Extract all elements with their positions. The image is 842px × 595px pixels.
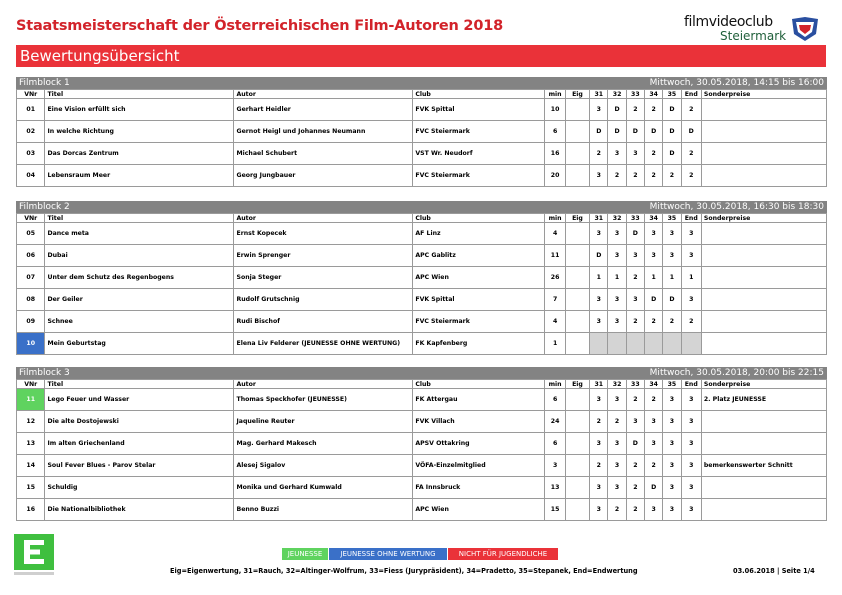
block-time: Mittwoch, 30.05.2018, 20:00 bis 22:15 — [649, 368, 824, 378]
cell-prize — [701, 499, 826, 521]
cell-s34: D — [645, 477, 663, 499]
cell-s35: D — [663, 143, 681, 165]
ratings-table — [16, 379, 827, 521]
table-row — [17, 289, 827, 311]
cell-club: FVK Villach — [413, 411, 545, 433]
cell-vnr: 08 — [17, 289, 45, 311]
column-header: 32 — [608, 214, 626, 223]
cell-min: 10 — [545, 99, 565, 121]
cell-club: APSV Ottakring — [413, 433, 545, 455]
column-header: 31 — [590, 90, 608, 99]
cell-vnr: 01 — [17, 99, 45, 121]
cell-s33: 2 — [626, 499, 644, 521]
cell-eig — [565, 499, 589, 521]
cell-s34: 2 — [645, 165, 663, 187]
cell-author: Jaqueline Reuter — [234, 411, 413, 433]
cell-s31: 3 — [590, 389, 608, 411]
cell-eig — [565, 289, 589, 311]
cell-s33: 2 — [626, 99, 644, 121]
cell-club: FVC Steiermark — [413, 311, 545, 333]
cell-club: AF Linz — [413, 223, 545, 245]
cell-s34: 2 — [645, 389, 663, 411]
cell-s35: D — [663, 99, 681, 121]
cell-s34: 3 — [645, 223, 663, 245]
cell-title: Die alte Dostojewski — [45, 411, 234, 433]
clubs-logo-badge-icon — [790, 16, 820, 42]
table-row — [17, 121, 827, 143]
cell-vnr: 16 — [17, 499, 45, 521]
cell-end: 3 — [681, 411, 701, 433]
cell-s34: 2 — [645, 455, 663, 477]
table-row — [17, 143, 827, 165]
footer-date-page: 03.06.2018 | Seite 1/4 — [733, 567, 815, 575]
cell-s32: 3 — [608, 455, 626, 477]
cell-end: 2 — [681, 143, 701, 165]
column-header: 35 — [663, 380, 681, 389]
column-header: Autor — [234, 380, 413, 389]
block-name: Filmblock 3 — [19, 368, 70, 378]
cell-s35: D — [663, 121, 681, 143]
cell-s32 — [608, 333, 626, 355]
cell-s33: D — [626, 433, 644, 455]
cell-prize: 2. Platz JEUNESSE — [701, 389, 826, 411]
block-header-bar — [16, 367, 827, 379]
cell-vnr: 14 — [17, 455, 45, 477]
cell-end: D — [681, 121, 701, 143]
cell-s34: 3 — [645, 499, 663, 521]
cell-s31: 2 — [590, 411, 608, 433]
cell-vnr: 11 — [17, 389, 45, 411]
block-name: Filmblock 2 — [19, 202, 70, 212]
cell-min: 6 — [545, 433, 565, 455]
table-header-row — [17, 380, 827, 389]
cell-s31: 3 — [590, 433, 608, 455]
cell-end: 3 — [681, 433, 701, 455]
column-header: Club — [413, 380, 545, 389]
cell-min: 24 — [545, 411, 565, 433]
cell-author: Thomas Speckhofer (JEUNESSE) — [234, 389, 413, 411]
cell-title: Die Nationalbibliothek — [45, 499, 234, 521]
column-header: 34 — [645, 90, 663, 99]
cell-title: Lebensraum Meer — [45, 165, 234, 187]
column-header: 33 — [626, 90, 644, 99]
cell-club: FK Attergau — [413, 389, 545, 411]
block-name: Filmblock 1 — [19, 78, 70, 88]
cell-s33: 2 — [626, 477, 644, 499]
column-header: 32 — [608, 90, 626, 99]
column-header: End — [681, 380, 701, 389]
cell-s35: 3 — [663, 389, 681, 411]
cell-vnr: 05 — [17, 223, 45, 245]
table-header-row — [17, 90, 827, 99]
cell-prize — [701, 333, 826, 355]
cell-eig — [565, 477, 589, 499]
column-header: min — [545, 214, 565, 223]
column-header: Club — [413, 214, 545, 223]
cell-s33: 3 — [626, 289, 644, 311]
cell-eig — [565, 411, 589, 433]
cell-eig — [565, 389, 589, 411]
filmblock-1 — [16, 77, 827, 187]
cell-club: FK Kapfenberg — [413, 333, 545, 355]
table-row — [17, 433, 827, 455]
cell-s31: 3 — [590, 289, 608, 311]
cell-s32: 3 — [608, 477, 626, 499]
cell-min: 15 — [545, 499, 565, 521]
cell-end: 3 — [681, 477, 701, 499]
cell-s31: 2 — [590, 143, 608, 165]
cell-author: Monika und Gerhard Kumwald — [234, 477, 413, 499]
cell-s33: 2 — [626, 389, 644, 411]
cell-s32: 1 — [608, 267, 626, 289]
cell-title: In welche Richtung — [45, 121, 234, 143]
cell-eig — [565, 99, 589, 121]
cell-eig — [565, 333, 589, 355]
cell-eig — [565, 165, 589, 187]
block-header-bar — [16, 201, 827, 213]
cell-s31 — [590, 333, 608, 355]
column-header: Titel — [45, 90, 234, 99]
cell-eig — [565, 121, 589, 143]
cell-s35: 3 — [663, 245, 681, 267]
cell-vnr: 15 — [17, 477, 45, 499]
cell-club: VÖFA-Einzelmitglied — [413, 455, 545, 477]
column-header: Titel — [45, 214, 234, 223]
cell-vnr: 04 — [17, 165, 45, 187]
column-header: 33 — [626, 380, 644, 389]
cell-min: 3 — [545, 455, 565, 477]
cell-s32: 3 — [608, 245, 626, 267]
cell-s33: 3 — [626, 245, 644, 267]
page-title: Staatsmeisterschaft der Österreichischen Film-Autoren 2018 — [16, 18, 503, 34]
cell-end: 3 — [681, 223, 701, 245]
cell-prize — [701, 477, 826, 499]
cell-eig — [565, 433, 589, 455]
cell-end: 1 — [681, 267, 701, 289]
cell-club: APC Wien — [413, 267, 545, 289]
cell-s31: 3 — [590, 99, 608, 121]
logo-text-line2: Steiermark — [720, 29, 787, 43]
cell-s35: 3 — [663, 411, 681, 433]
column-header: Sonderpreise — [701, 380, 826, 389]
table-row — [17, 455, 827, 477]
cell-prize — [701, 289, 826, 311]
cell-author: Erwin Sprenger — [234, 245, 413, 267]
column-header: VNr — [17, 90, 45, 99]
cell-s34 — [645, 333, 663, 355]
cell-s35: 3 — [663, 455, 681, 477]
cell-s34: 1 — [645, 267, 663, 289]
cell-s31: 3 — [590, 499, 608, 521]
cell-vnr: 06 — [17, 245, 45, 267]
cell-s31: 3 — [590, 165, 608, 187]
cell-vnr: 09 — [17, 311, 45, 333]
cell-author: Gerhart Heidler — [234, 99, 413, 121]
cell-s33: 3 — [626, 143, 644, 165]
ratings-table — [16, 89, 827, 187]
cell-prize: bemerkenswerter Schnitt — [701, 455, 826, 477]
column-header: Sonderpreise — [701, 90, 826, 99]
cell-eig — [565, 223, 589, 245]
cell-s35: 3 — [663, 433, 681, 455]
cell-s33: D — [626, 223, 644, 245]
table-row — [17, 267, 827, 289]
table-row — [17, 223, 827, 245]
cell-s34: D — [645, 121, 663, 143]
cell-eig — [565, 245, 589, 267]
cell-prize — [701, 223, 826, 245]
cell-vnr: 03 — [17, 143, 45, 165]
cell-author: Michael Schubert — [234, 143, 413, 165]
filmblock-3 — [16, 367, 827, 521]
cell-club: FVC Steiermark — [413, 121, 545, 143]
cell-title: Der Geiler — [45, 289, 234, 311]
cell-s31: D — [590, 121, 608, 143]
cell-s31: D — [590, 245, 608, 267]
table-row — [17, 245, 827, 267]
cell-title: Dubai — [45, 245, 234, 267]
cell-author: Benno Buzzi — [234, 499, 413, 521]
cell-prize — [701, 165, 826, 187]
cell-s33: 2 — [626, 165, 644, 187]
column-header: min — [545, 380, 565, 389]
cell-s35: 2 — [663, 165, 681, 187]
column-header: 32 — [608, 380, 626, 389]
cell-s31: 3 — [590, 477, 608, 499]
cell-min: 4 — [545, 311, 565, 333]
column-header: Sonderpreise — [701, 214, 826, 223]
column-header: Eig — [565, 380, 589, 389]
cell-prize — [701, 121, 826, 143]
cell-title: Mein Geburtstag — [45, 333, 234, 355]
cell-s34: 3 — [645, 411, 663, 433]
cell-min: 11 — [545, 245, 565, 267]
cell-title: Unter dem Schutz des Regenbogens — [45, 267, 234, 289]
column-header: Club — [413, 90, 545, 99]
cell-vnr: 02 — [17, 121, 45, 143]
column-header: 34 — [645, 214, 663, 223]
cell-club: FVK Spittal — [413, 289, 545, 311]
column-header: 31 — [590, 380, 608, 389]
cell-club: FVK Spittal — [413, 99, 545, 121]
cell-vnr: 07 — [17, 267, 45, 289]
cell-min: 4 — [545, 223, 565, 245]
section-banner: Bewertungsübersicht — [16, 45, 826, 67]
cell-s33: 2 — [626, 311, 644, 333]
cell-author: Georg Jungbauer — [234, 165, 413, 187]
cell-club: FA Innsbruck — [413, 477, 545, 499]
cell-vnr: 12 — [17, 411, 45, 433]
column-header: Titel — [45, 380, 234, 389]
cell-s33 — [626, 333, 644, 355]
cell-prize — [701, 411, 826, 433]
cell-min: 13 — [545, 477, 565, 499]
cell-s32: 2 — [608, 499, 626, 521]
footer-abbreviations: Eig=Eigenwertung, 31=Rauch, 32=Altinger-Wolfrum, 33=Fiess (Jurypräsident), 34=Pradetto, 35=Stepanek, End=Endwertung — [170, 567, 638, 575]
cell-club: APC Gablitz — [413, 245, 545, 267]
cell-eig — [565, 311, 589, 333]
cell-club: APC Wien — [413, 499, 545, 521]
cell-s31: 3 — [590, 311, 608, 333]
table-row — [17, 165, 827, 187]
cell-s33: 3 — [626, 411, 644, 433]
cell-s35: D — [663, 289, 681, 311]
column-header: Autor — [234, 214, 413, 223]
cell-end: 3 — [681, 455, 701, 477]
table-row — [17, 333, 827, 355]
cell-s32: D — [608, 99, 626, 121]
cell-s32: 2 — [608, 165, 626, 187]
cell-s32: 3 — [608, 311, 626, 333]
column-header: 34 — [645, 380, 663, 389]
column-header: Eig — [565, 214, 589, 223]
cell-s33: D — [626, 121, 644, 143]
table-row — [17, 477, 827, 499]
column-header: min — [545, 90, 565, 99]
cell-s35 — [663, 333, 681, 355]
ratings-table — [16, 213, 827, 355]
legend-jeunesse-ohne-wertung: JEUNESSE OHNE WERTUNG — [329, 548, 447, 560]
cell-s35: 2 — [663, 311, 681, 333]
cell-end: 2 — [681, 311, 701, 333]
cell-min: 20 — [545, 165, 565, 187]
cell-s31: 1 — [590, 267, 608, 289]
cell-s31: 2 — [590, 455, 608, 477]
cell-min: 1 — [545, 333, 565, 355]
cell-min: 16 — [545, 143, 565, 165]
cell-s35: 3 — [663, 499, 681, 521]
cell-s32: 3 — [608, 289, 626, 311]
cell-s35: 1 — [663, 267, 681, 289]
table-row — [17, 411, 827, 433]
column-header: 31 — [590, 214, 608, 223]
column-header: VNr — [17, 380, 45, 389]
cell-eig — [565, 143, 589, 165]
cell-min: 6 — [545, 389, 565, 411]
cell-author: Alesej Sigalov — [234, 455, 413, 477]
club-logo — [684, 14, 826, 44]
cell-s34: 3 — [645, 245, 663, 267]
cell-end: 2 — [681, 165, 701, 187]
legend-nicht-fuer-jugendliche: NICHT FÜR JUGENDLICHE — [448, 548, 558, 560]
cell-min: 6 — [545, 121, 565, 143]
cell-s32: 3 — [608, 389, 626, 411]
cell-s32: 3 — [608, 433, 626, 455]
cell-club: FVC Steiermark — [413, 165, 545, 187]
cell-title: Schuldig — [45, 477, 234, 499]
cell-end: 3 — [681, 245, 701, 267]
e-logo-icon — [14, 534, 54, 576]
table-header-row — [17, 214, 827, 223]
column-header: 35 — [663, 214, 681, 223]
cell-author: Sonja Steger — [234, 267, 413, 289]
cell-eig — [565, 455, 589, 477]
table-row — [17, 389, 827, 411]
cell-s33: 2 — [626, 455, 644, 477]
cell-s34: 3 — [645, 433, 663, 455]
table-row — [17, 311, 827, 333]
cell-prize — [701, 311, 826, 333]
cell-s32: 3 — [608, 143, 626, 165]
column-header: 35 — [663, 90, 681, 99]
cell-prize — [701, 143, 826, 165]
table-row — [17, 99, 827, 121]
cell-author: Mag. Gerhard Makesch — [234, 433, 413, 455]
cell-title: Dance meta — [45, 223, 234, 245]
cell-s35: 3 — [663, 477, 681, 499]
column-header: VNr — [17, 214, 45, 223]
cell-s34: 2 — [645, 143, 663, 165]
cell-title: Soul Fever Blues - Parov Stelar — [45, 455, 234, 477]
cell-vnr: 13 — [17, 433, 45, 455]
cell-author: Ernst Kopecek — [234, 223, 413, 245]
cell-s33: 2 — [626, 267, 644, 289]
block-time: Mittwoch, 30.05.2018, 16:30 bis 18:30 — [649, 202, 824, 212]
cell-s32: 2 — [608, 411, 626, 433]
cell-prize — [701, 433, 826, 455]
cell-prize — [701, 267, 826, 289]
cell-author: Rudolf Grutschnig — [234, 289, 413, 311]
block-time: Mittwoch, 30.05.2018, 14:15 bis 16:00 — [649, 78, 824, 88]
cell-author: Gernot Heigl und Johannes Neumann — [234, 121, 413, 143]
column-header: Eig — [565, 90, 589, 99]
cell-end: 3 — [681, 499, 701, 521]
cell-min: 26 — [545, 267, 565, 289]
column-header: Autor — [234, 90, 413, 99]
cell-vnr: 10 — [17, 333, 45, 355]
cell-s32: 3 — [608, 223, 626, 245]
cell-prize — [701, 245, 826, 267]
cell-s31: 3 — [590, 223, 608, 245]
cell-s34: 2 — [645, 99, 663, 121]
cell-end: 3 — [681, 289, 701, 311]
cell-prize — [701, 99, 826, 121]
cell-s35: 3 — [663, 223, 681, 245]
cell-eig — [565, 267, 589, 289]
cell-s32: D — [608, 121, 626, 143]
cell-end: 2 — [681, 99, 701, 121]
cell-s34: 2 — [645, 311, 663, 333]
cell-author: Elena Liv Felderer (JEUNESSE OHNE WERTUNG) — [234, 333, 413, 355]
cell-club: VST Wr. Neudorf — [413, 143, 545, 165]
logo-text-line1: filmvideoclub — [684, 14, 773, 30]
legend-jeunesse: JEUNESSE — [282, 548, 328, 560]
cell-author: Rudi Bischof — [234, 311, 413, 333]
block-header-bar — [16, 77, 827, 89]
cell-min: 7 — [545, 289, 565, 311]
cell-end: 3 — [681, 389, 701, 411]
cell-end — [681, 333, 701, 355]
cell-title: Das Dorcas Zentrum — [45, 143, 234, 165]
cell-title: Lego Feuer und Wasser — [45, 389, 234, 411]
column-header: End — [681, 90, 701, 99]
table-row — [17, 499, 827, 521]
cell-title: Im alten Griechenland — [45, 433, 234, 455]
column-header: 33 — [626, 214, 644, 223]
cell-title: Eine Vision erfüllt sich — [45, 99, 234, 121]
cell-s34: D — [645, 289, 663, 311]
cell-title: Schnee — [45, 311, 234, 333]
column-header: End — [681, 214, 701, 223]
filmblock-2 — [16, 201, 827, 355]
